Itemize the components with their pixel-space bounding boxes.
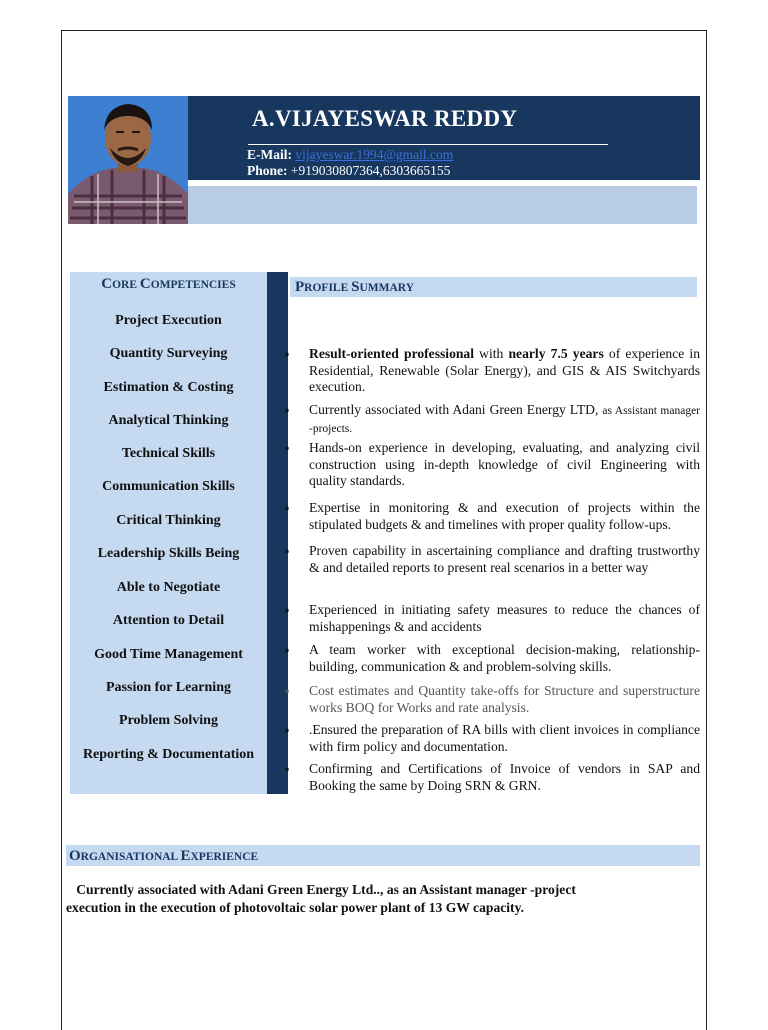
profile-bullet: ▪ .Ensured the preparation of RA bills with client invoices in compliance with firm policy and documentation.	[288, 722, 700, 755]
phone-line	[247, 163, 450, 179]
competency-item: Estimation & Costing	[103, 380, 234, 395]
competency-item: Reporting & Documentation	[82, 747, 255, 762]
competency-item: Analytical Thinking	[108, 413, 229, 428]
profile-bullet: ▪ Experienced in initiating safety measures to reduce the chances of mishappenings & and accidents	[288, 602, 700, 635]
competency-item: Problem Solving	[119, 713, 218, 728]
competency-item: Communication Skills	[102, 479, 235, 494]
header-sub-band	[188, 186, 697, 224]
competency-item: Project Execution	[115, 313, 222, 328]
email-line	[247, 147, 453, 163]
profile-bullet: ▪ A team worker with exceptional decision-making, relationship-building, communication & and problem-solving skills.	[288, 642, 700, 675]
experience-line-1: Currently associated with Adani Green Energy Ltd.., as an Assistant manager -project	[66, 882, 576, 897]
profile-bullet: ▪ Currently associated with Adani Green Energy LTD, as Assistant manager -projects.	[288, 402, 700, 437]
phone-label: Phone:	[247, 163, 288, 178]
profile-bullet: ▪ Expertise in monitoring & and execution of projects within the stipulated budgets & and timelines with proper quality follow-ups.	[288, 500, 700, 533]
profile-bullet: ▪ Result-oriented professional with nearly 7.5 years of experience in Residential, Renewable (Solar Energy), and GIS & AIS Switchyards execution.	[288, 346, 700, 396]
profile-bullet: ▪ Confirming and Certifications of Invoice of vendors in SAP and Booking the same by Doing SRN & GRN.	[288, 761, 700, 794]
profile-bullet: ▪ Cost estimates and Quantity take-offs for Structure and superstructure works BOQ for Works and rate analysis.	[288, 683, 700, 716]
experience-title: ORGANISATIONAL EXPERIENCE	[69, 848, 259, 864]
competency-item: Technical Skills	[121, 446, 216, 461]
competency-item: Critical Thinking	[116, 513, 221, 528]
competency-item: Passion for Learning	[106, 680, 231, 695]
competency-item: Leadership Skills Being	[97, 546, 240, 561]
email-label: E-Mail:	[247, 147, 292, 162]
competency-item: Attention to Detail	[112, 613, 225, 628]
email-link[interactable]: vijayeswar.1994@gmail.com	[295, 147, 454, 162]
competencies-title: CORE COMPETENCIES	[101, 276, 236, 292]
phone-value: +919030807364,6303665155	[290, 163, 451, 178]
profile-bullet: ▪ Hands-on experience in developing, evaluating, and analyzing civil construction using in-depth knowledge of civil Engineering with quality standards.	[288, 440, 700, 490]
candidate-name: A.VIJAYESWAR REDDY	[252, 106, 518, 131]
profile-summary-title: PROFILE SUMMARY	[295, 279, 415, 295]
experience-line-2: execution in the execution of photovoltaic solar power plant of 13 GW capacity.	[66, 900, 525, 915]
profile-photo	[68, 96, 188, 224]
competency-item: Good Time Management	[94, 647, 243, 662]
competency-item: Able to Negotiate	[116, 580, 221, 595]
profile-bullet: ▪ Proven capability in ascertaining compliance and drafting trustworthy & and detailed reports to present real scenarios in a better way	[288, 543, 700, 576]
name-divider	[248, 144, 608, 145]
competency-item: Quantity Surveying	[109, 346, 228, 361]
